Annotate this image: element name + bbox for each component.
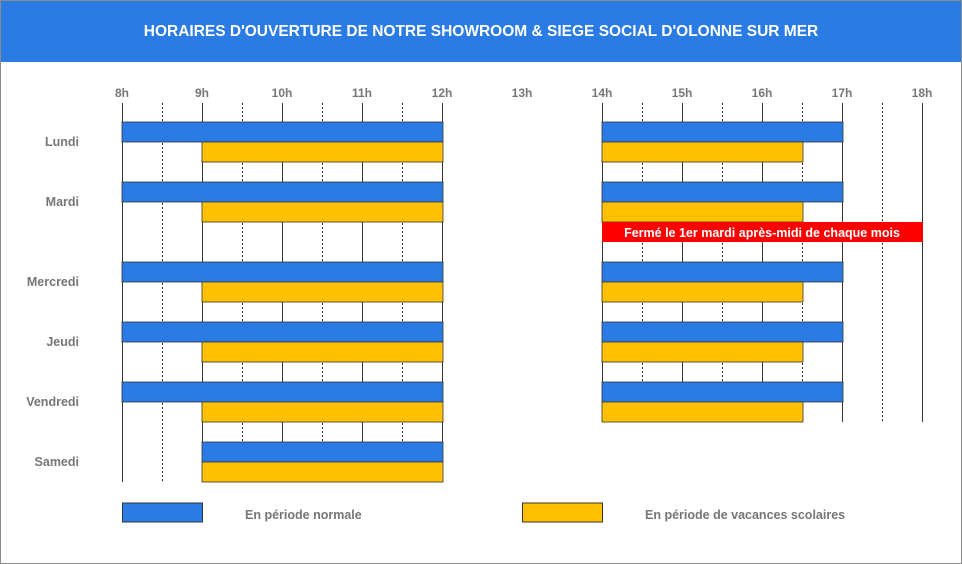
day-label: Lundi	[44, 135, 79, 149]
closure-note-text: Fermé le 1er mardi après-midi de chaque mois	[624, 226, 900, 240]
hour-label: 9h	[194, 86, 210, 100]
hour-label: 17h	[831, 86, 853, 100]
holiday-hours-bar	[202, 142, 443, 162]
holiday-hours-bar	[602, 402, 803, 422]
hour-label: 14h	[591, 86, 613, 100]
hour-label: 11h	[351, 86, 373, 100]
legend-label-holiday: En période de vacances scolaires	[645, 508, 846, 522]
legend-swatch-holiday	[523, 503, 603, 522]
holiday-hours-bar	[602, 202, 803, 222]
day-label: Vendredi	[26, 395, 79, 409]
hour-label: 16h	[751, 86, 773, 100]
hour-label: 8h	[114, 86, 130, 100]
legend-label-normal: En période normale	[245, 508, 362, 522]
holiday-hours-bar	[202, 342, 443, 362]
page-title: HORAIRES D'OUVERTURE DE NOTRE SHOWROOM & SIEGE SOCIAL D'OLONNE SUR MER	[143, 22, 819, 40]
holiday-hours-bar	[602, 342, 803, 362]
day-label: Samedi	[34, 455, 79, 469]
normal-hours-bar	[122, 322, 443, 342]
normal-hours-bar	[602, 122, 843, 142]
hour-label: 13h	[511, 86, 533, 100]
hour-label: 10h	[271, 86, 293, 100]
schedule-bars	[122, 122, 843, 482]
holiday-hours-bar	[202, 282, 443, 302]
normal-hours-bar	[122, 382, 443, 402]
holiday-hours-bar	[202, 402, 443, 422]
normal-hours-bar	[602, 182, 843, 202]
hour-label: 12h	[431, 86, 453, 100]
holiday-hours-bar	[202, 462, 443, 482]
legend-swatch-normal	[123, 503, 203, 522]
holiday-hours-bar	[602, 142, 803, 162]
day-label: Mercredi	[26, 275, 79, 289]
normal-hours-bar	[602, 382, 843, 402]
normal-hours-bar	[122, 122, 443, 142]
legend	[123, 503, 846, 522]
day-label: Mardi	[45, 195, 79, 209]
schedule-chart	[1, 1, 961, 563]
holiday-hours-bar	[602, 282, 803, 302]
day-label: Jeudi	[46, 335, 79, 349]
closure-note	[602, 222, 923, 242]
normal-hours-bar	[602, 262, 843, 282]
holiday-hours-bar	[202, 202, 443, 222]
hour-label: 18h	[911, 86, 933, 100]
normal-hours-bar	[122, 262, 443, 282]
normal-hours-bar	[202, 442, 443, 462]
hour-label: 15h	[671, 86, 693, 100]
normal-hours-bar	[122, 182, 443, 202]
normal-hours-bar	[602, 322, 843, 342]
